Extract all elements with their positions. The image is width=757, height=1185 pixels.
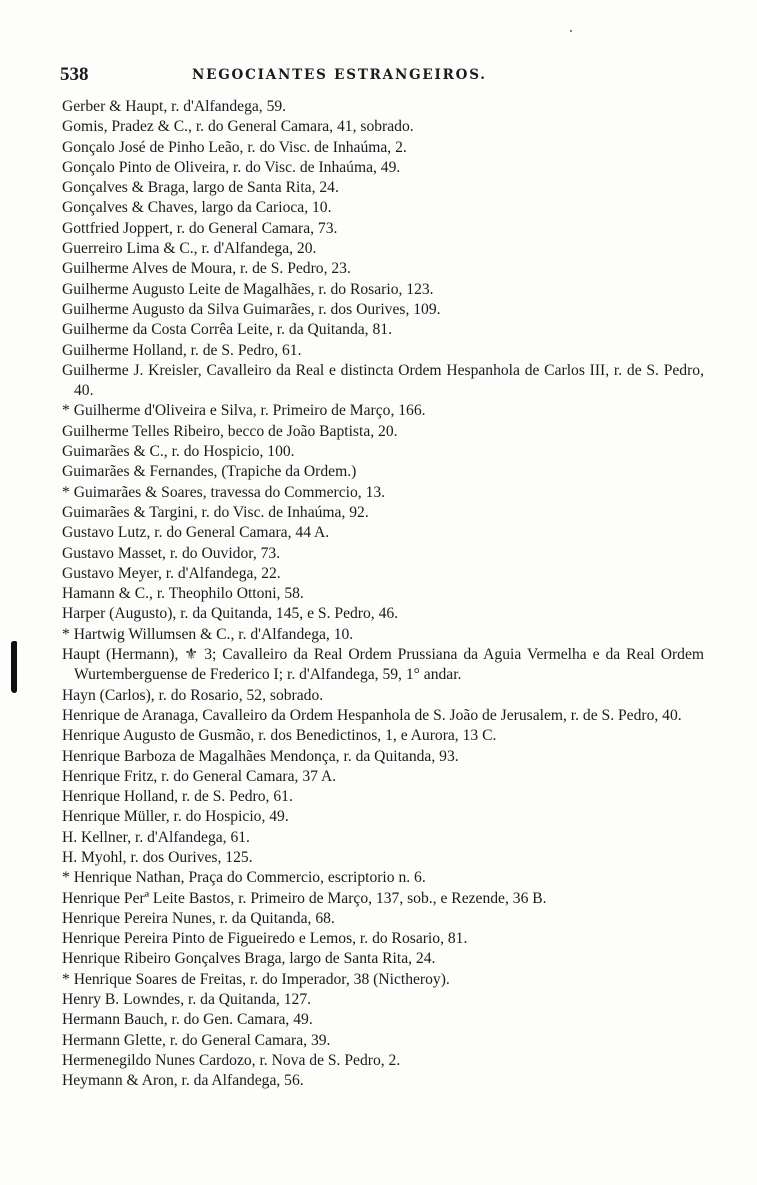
- directory-entry: * Guimarães & Soares, travessa do Commercio, 13.: [62, 483, 386, 501]
- paper-speck: [570, 30, 572, 32]
- directory-entry: Heymann & Aron, r. da Alfandega, 56.: [62, 1072, 304, 1090]
- directory-entry: Henrique Fritz, r. do General Camara, 37 A.: [62, 767, 337, 785]
- running-title: NEGOCIANTES ESTRANGEIROS.: [192, 67, 487, 83]
- directory-entry: Henrique Müller, r. do Hospicio, 49.: [62, 808, 289, 826]
- directory-entry: Guilherme Holland, r. de S. Pedro, 61.: [62, 341, 302, 359]
- directory-entry: Henrique Pereira Nunes, r. da Quitanda, 68.: [62, 909, 335, 927]
- directory-entry: Guilherme Augusto da Silva Guimarães, r. dos Ourives, 109.: [62, 300, 441, 318]
- directory-entry: Guimarães & Targini, r. do Visc. de Inhaúma, 92.: [62, 503, 369, 521]
- directory-entry: Henrique de Aranaga, Cavalleiro da Ordem Hespanhola de S. João de Jerusalem, r. de S. Pedro, 40.: [62, 706, 682, 724]
- directory-entry: Gustavo Masset, r. do Ouvidor, 73.: [62, 544, 281, 562]
- directory-entry: Guilherme J. Kreisler, Cavalleiro da Real e distincta Ordem Hespanhola de Carlos III, r. de S. Pedro, 40.: [62, 361, 704, 400]
- directory-entry: Henrique Barboza de Magalhães Mendonça, r. da Quitanda, 93.: [62, 747, 459, 765]
- directory-entry: H. Myohl, r. dos Ourives, 125.: [62, 848, 253, 866]
- directory-entry: Gonçalves & Braga, largo de Santa Rita, 24.: [62, 179, 339, 197]
- directory-entry: Hamann & C., r. Theophilo Ottoni, 58.: [62, 585, 304, 603]
- directory-list: [62, 97, 704, 1092]
- directory-entry: Henrique Ribeiro Gonçalves Braga, largo de Santa Rita, 24.: [62, 950, 436, 968]
- directory-entry: Hermann Bauch, r. do Gen. Camara, 49.: [62, 1011, 313, 1029]
- page-header: [60, 64, 660, 88]
- directory-entry: Harper (Augusto), r. da Quitanda, 145, e S. Pedro, 46.: [62, 605, 399, 623]
- directory-entry: Gottfried Joppert, r. do General Camara, 73.: [62, 219, 338, 237]
- directory-entry: * Hartwig Willumsen & C., r. d'Alfandega, 10.: [62, 625, 354, 643]
- directory-entry: Gonçalo José de Pinho Leão, r. do Visc. de Inhaúma, 2.: [62, 138, 407, 156]
- directory-entry: Hermenegildo Nunes Cardozo, r. Nova de S. Pedro, 2.: [62, 1051, 401, 1069]
- directory-entry: Henrique Pereira Pinto de Figueiredo e Lemos, r. do Rosario, 81.: [62, 930, 468, 948]
- directory-entry: Gustavo Lutz, r. do General Camara, 44 A.: [62, 524, 330, 542]
- directory-entry: Guimarães & Fernandes, (Trapiche da Ordem.): [62, 463, 357, 481]
- directory-entry: Hayn (Carlos), r. do Rosario, 52, sobrado.: [62, 686, 324, 704]
- directory-entry: Gonçalves & Chaves, largo da Carioca, 10.: [62, 199, 332, 217]
- directory-entry: Gustavo Meyer, r. d'Alfandega, 22.: [62, 564, 281, 582]
- directory-entry: Guilherme Telles Ribeiro, becco de João Baptista, 20.: [62, 422, 398, 440]
- directory-entry: Gonçalo Pinto de Oliveira, r. do Visc. de Inhaúma, 49.: [62, 158, 401, 176]
- directory-entry: Henry B. Lowndes, r. da Quitanda, 127.: [62, 991, 312, 1009]
- directory-entry: * Henrique Nathan, Praça do Commercio, escriptorio n. 6.: [62, 869, 426, 887]
- page-number: 538: [60, 64, 89, 85]
- directory-entry: Guilherme Alves de Moura, r. de S. Pedro, 23.: [62, 260, 351, 278]
- directory-entry: * Henrique Soares de Freitas, r. do Imperador, 38 (Nictheroy).: [62, 970, 450, 988]
- directory-entry: Guimarães & C., r. do Hospicio, 100.: [62, 443, 295, 461]
- directory-entry: Henrique Holland, r. de S. Pedro, 61.: [62, 788, 293, 806]
- directory-entry: Henrique Augusto de Gusmão, r. dos Benedictinos, 1, e Aurora, 13 C.: [62, 727, 497, 745]
- directory-entry: Henrique Perª Leite Bastos, r. Primeiro de Março, 137, sob., e Rezende, 36 B.: [62, 889, 547, 907]
- directory-entry: H. Kellner, r. d'Alfandega, 61.: [62, 828, 250, 846]
- directory-entry: Gerber & Haupt, r. d'Alfandega, 59.: [62, 98, 287, 115]
- directory-entry: Gomis, Pradez & C., r. do General Camara, 41, sobrado.: [62, 118, 414, 136]
- directory-entry: Guerreiro Lima & C., r. d'Alfandega, 20.: [62, 240, 317, 258]
- directory-entry: * Guilherme d'Oliveira e Silva, r. Primeiro de Março, 166.: [62, 402, 426, 420]
- directory-entry: Hermann Glette, r. do General Camara, 39.: [62, 1031, 331, 1049]
- directory-entry: Guilherme da Costa Corrêa Leite, r. da Quitanda, 81.: [62, 321, 392, 339]
- ink-blot-mark: [11, 641, 17, 693]
- directory-entry: Guilherme Augusto Leite de Magalhães, r. do Rosario, 123.: [62, 280, 434, 298]
- directory-entry: Haupt (Hermann), ⚜ 3; Cavalleiro da Real Ordem Prussiana da Aguia Vermelha e da Real Ordem Wurtemberguense de Frederico I; r. d'Alfandega, 59, 1° andar.: [62, 646, 704, 684]
